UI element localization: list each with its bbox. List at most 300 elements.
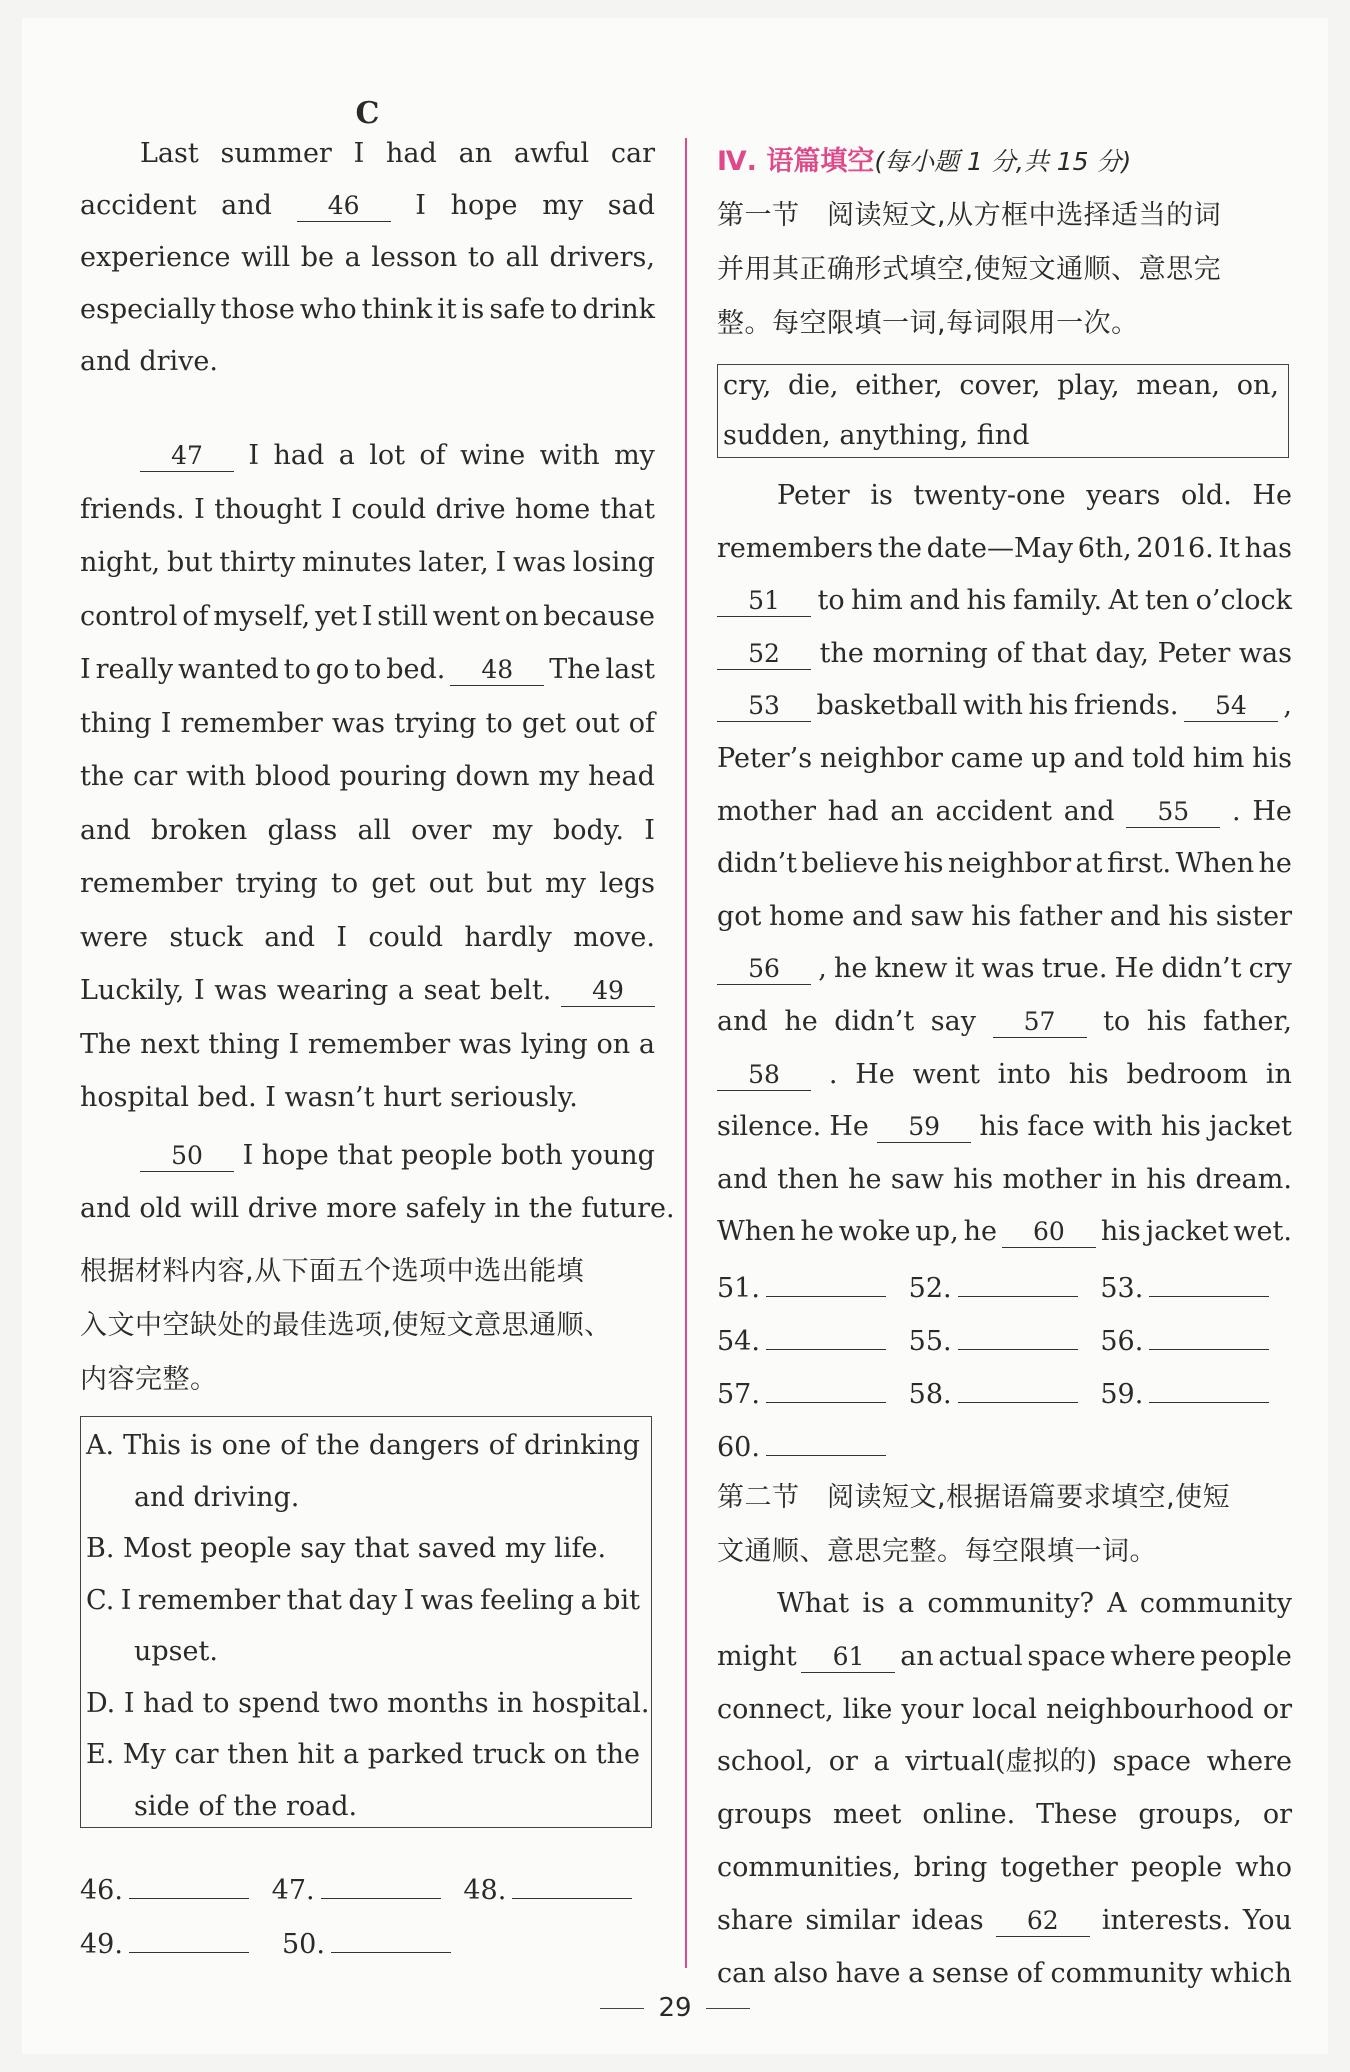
word: with: [539, 440, 600, 471]
word: home: [769, 900, 845, 932]
word: sister: [1215, 900, 1292, 932]
word: thirty: [219, 547, 296, 578]
text-line: [717, 1214, 1292, 1250]
answer-number: 48.: [463, 1875, 507, 1906]
word: a: [397, 975, 415, 1006]
word: I: [120, 1584, 132, 1616]
word: a: [580, 1584, 597, 1616]
word: Luckily,: [80, 975, 185, 1006]
word: share: [717, 1904, 794, 1936]
word: had: [273, 440, 325, 471]
word: like: [842, 1693, 893, 1725]
word: told: [1132, 743, 1186, 774]
word: summer: [220, 138, 332, 169]
word: to: [485, 707, 513, 739]
word: hardly: [464, 921, 552, 953]
word: say: [930, 1006, 976, 1037]
option-line: [80, 1737, 640, 1773]
word: bedroom: [1126, 1058, 1249, 1090]
word: young: [571, 1140, 655, 1171]
answer-row: [80, 1926, 655, 1963]
text-line: [80, 1027, 655, 1063]
word: people: [401, 1140, 493, 1171]
word: friends.: [1073, 690, 1179, 722]
word: connect,: [717, 1693, 834, 1725]
word: bed.: [386, 654, 446, 685]
word: the: [80, 761, 125, 792]
blank-47: 47: [140, 441, 234, 472]
word: will: [241, 242, 291, 273]
instruction-line: [717, 252, 1292, 288]
word: also: [773, 1957, 829, 1989]
word: and: [1073, 743, 1125, 774]
word: the: [819, 637, 864, 669]
answer-number: 58.: [908, 1379, 952, 1410]
blank-49: 49: [561, 976, 655, 1007]
word: but: [486, 868, 532, 899]
word: 入文中空缺处的最佳选项,使短文意思通顺、: [80, 1310, 612, 1341]
word: to: [817, 585, 845, 617]
word: play,: [1057, 370, 1120, 401]
word: his: [979, 1111, 1020, 1143]
word: or: [1262, 1799, 1292, 1831]
text-line: [717, 1744, 1292, 1780]
word: on,: [1236, 370, 1279, 401]
word: I: [331, 493, 342, 525]
word: meet: [832, 1799, 902, 1831]
word: I: [495, 547, 507, 578]
word: groups: [717, 1799, 812, 1831]
word: all: [357, 814, 391, 846]
word: neighbor: [819, 743, 943, 774]
word: a: [908, 1957, 925, 1989]
word: he: [963, 1216, 997, 1248]
word: mother: [1002, 1163, 1102, 1195]
word: I: [194, 493, 205, 525]
blank-50: 50: [140, 1141, 234, 1172]
answer-row: [717, 1429, 1292, 1466]
word: still: [377, 600, 428, 632]
blank-54: 54: [1184, 691, 1278, 722]
word: remember: [307, 1028, 451, 1060]
word: awful: [513, 138, 590, 169]
word: glass: [267, 814, 338, 846]
word: had: [386, 138, 437, 169]
word: control: [80, 600, 178, 632]
word: hope: [261, 1140, 329, 1171]
word: basketball: [816, 690, 958, 722]
word: space: [1112, 1746, 1192, 1778]
word: he: [1258, 848, 1292, 880]
text-line: [717, 1109, 1292, 1145]
instruction-line: [717, 1534, 1292, 1570]
word: true.: [1041, 953, 1108, 985]
word: where: [1206, 1746, 1292, 1778]
word: or: [1262, 1693, 1292, 1725]
text-line: [80, 292, 655, 328]
word: his: [1252, 743, 1292, 774]
text-line: [717, 1797, 1292, 1833]
word: where: [1110, 1640, 1196, 1672]
word: local: [972, 1693, 1038, 1725]
word: then: [227, 1739, 289, 1770]
word: friends.: [80, 493, 185, 525]
answer-slot: [80, 1872, 260, 1909]
word: my: [538, 761, 580, 792]
word: thing: [80, 707, 152, 739]
word: groups,: [1138, 1799, 1242, 1831]
word: all: [505, 242, 539, 273]
word: was: [1238, 637, 1292, 669]
answer-row: [717, 1270, 1292, 1307]
word: 整。每空限填一词,每词限用一次。: [717, 308, 1139, 339]
blank-53: 53: [717, 691, 811, 722]
blank-51: 51: [717, 586, 811, 617]
word: The: [549, 654, 601, 685]
word: home: [515, 493, 591, 525]
word: He: [1114, 953, 1155, 985]
word: community: [1139, 1588, 1292, 1619]
word: last: [605, 654, 655, 685]
word: date—May: [926, 532, 1073, 564]
word: stuck: [169, 921, 243, 953]
answer-number: 47.: [271, 1875, 315, 1906]
word: wanted: [178, 654, 279, 685]
word: and: [717, 1163, 768, 1195]
word: that: [1031, 637, 1087, 669]
answer-slot: [717, 1376, 897, 1413]
word: it: [437, 294, 457, 325]
word: and: [909, 585, 960, 617]
text-line: [80, 188, 655, 224]
text-line: [80, 973, 655, 1009]
text-line: [717, 1850, 1292, 1886]
word: ideas: [911, 1904, 984, 1936]
word: then: [777, 1163, 839, 1195]
word: legs: [599, 868, 655, 899]
text-line: [80, 240, 655, 276]
answer-blank[interactable]: [766, 1323, 886, 1350]
word: but: [166, 547, 213, 578]
word: an: [900, 1640, 934, 1672]
word: wet.: [1233, 1216, 1292, 1248]
word: with: [963, 690, 1024, 722]
blank-56: 56: [717, 954, 811, 985]
answer-slot: [1100, 1376, 1280, 1413]
word: accident: [80, 190, 197, 221]
option-line: [80, 1634, 640, 1670]
answer-blank[interactable]: [958, 1376, 1078, 1403]
word: I: [361, 600, 373, 632]
text-line: [80, 759, 655, 795]
word: might: [717, 1640, 797, 1672]
word: drinking: [524, 1430, 640, 1461]
answer-blank[interactable]: [766, 1429, 886, 1456]
answer-blank[interactable]: [1149, 1270, 1269, 1297]
answer-slot: [80, 1926, 270, 1963]
word: because: [543, 600, 655, 632]
answer-blank[interactable]: [321, 1872, 441, 1899]
workbook-page: [22, 18, 1328, 2054]
word: remember: [180, 707, 323, 739]
answer-number: 57.: [717, 1379, 760, 1410]
word: went: [912, 1058, 980, 1090]
section-heading: [717, 144, 1292, 180]
word: thought: [214, 493, 322, 525]
word: and old will drive more safely in the future.: [80, 1193, 675, 1224]
word: neighbor: [947, 848, 1072, 880]
text-line: [717, 583, 1292, 619]
word: of: [628, 707, 655, 739]
word: hospital bed. I wasn’t hurt seriously.: [80, 1082, 578, 1113]
word: a: [898, 1588, 915, 1619]
word: and: [221, 190, 272, 221]
word: my: [491, 814, 533, 846]
word: B. Most people say that saved my life.: [86, 1533, 607, 1564]
word: into: [997, 1058, 1051, 1090]
word: his: [1068, 1058, 1109, 1090]
word: safe: [489, 294, 546, 325]
text-line: [80, 1138, 655, 1174]
text-line: [80, 438, 655, 474]
word: who: [299, 294, 357, 325]
word: car: [610, 138, 655, 169]
answer-number: 59.: [1100, 1379, 1144, 1410]
word: both: [501, 1140, 563, 1171]
word: to: [283, 654, 311, 685]
word: on: [596, 1028, 631, 1060]
word: I: [644, 814, 655, 846]
word: similar: [805, 1904, 900, 1936]
answer-blank[interactable]: [958, 1270, 1078, 1297]
answer-number: 60.: [717, 1432, 760, 1463]
answer-blank[interactable]: [129, 1872, 249, 1899]
word: father,: [1203, 1006, 1292, 1037]
word: your: [901, 1693, 964, 1725]
word: myself,: [213, 600, 311, 632]
word: truck: [472, 1739, 545, 1770]
word: and: [264, 921, 315, 953]
word: and driving.: [134, 1481, 300, 1513]
text-line: [717, 1903, 1292, 1939]
word: morning: [872, 637, 988, 669]
word: You: [1242, 1904, 1292, 1936]
word: to: [331, 868, 359, 899]
option-line: [80, 1583, 640, 1619]
answer-blank[interactable]: [512, 1872, 632, 1899]
blank-59: 59: [877, 1112, 971, 1143]
word: an: [458, 138, 493, 169]
word: accident: [935, 795, 1052, 827]
word: community?: [927, 1588, 1094, 1619]
word: and: [852, 900, 903, 932]
word: he: [848, 1163, 882, 1195]
word: had: [827, 795, 879, 827]
word: blood: [254, 761, 331, 792]
answer-number: 50.: [282, 1929, 325, 1960]
blank-60: 60: [1002, 1217, 1096, 1248]
word: woke: [838, 1216, 911, 1248]
word: online.: [922, 1799, 1016, 1831]
text-line: [80, 1191, 675, 1227]
word: side of the road.: [134, 1790, 358, 1822]
word: minutes: [302, 547, 412, 578]
word: He: [855, 1058, 895, 1090]
word: really: [95, 654, 174, 685]
word: his: [1028, 690, 1069, 722]
word: in: [1110, 1163, 1137, 1195]
word: together: [1000, 1852, 1118, 1883]
word: drive: [435, 493, 506, 525]
answer-row: [80, 1872, 655, 1909]
word: up,: [915, 1216, 959, 1248]
answer-number: 49.: [80, 1929, 123, 1960]
answer-blank[interactable]: [1149, 1323, 1269, 1350]
word: seat: [423, 975, 481, 1006]
text-line: [717, 688, 1292, 724]
instruction-line: [80, 1362, 655, 1398]
answer-slot: [1100, 1323, 1280, 1360]
word: school,: [717, 1746, 814, 1778]
word: C.: [86, 1584, 115, 1616]
answer-blank[interactable]: [331, 1926, 451, 1953]
word: years: [1086, 480, 1161, 511]
word: body.: [552, 814, 625, 846]
word: who: [1235, 1852, 1292, 1883]
word: upset.: [134, 1636, 218, 1667]
word: actual: [938, 1640, 1023, 1672]
word: These: [1036, 1799, 1118, 1831]
word: have: [835, 1957, 901, 1989]
word: Peter: [1157, 637, 1231, 669]
word: to: [467, 242, 495, 273]
word: die,: [788, 370, 839, 401]
answer-blank[interactable]: [129, 1926, 249, 1953]
answer-slot: [272, 1872, 452, 1909]
word: I: [353, 138, 365, 169]
word: I: [160, 707, 172, 739]
word: remember: [137, 1584, 281, 1616]
word: .: [828, 1058, 838, 1090]
word: a: [342, 1739, 360, 1770]
word: drivers,: [549, 242, 655, 273]
blank-46: 46: [297, 191, 391, 222]
word: ,: [818, 953, 827, 985]
word: virtual(虚拟的): [905, 1746, 1098, 1778]
section-title: Ⅳ. 语篇填空: [717, 146, 875, 177]
word: He: [829, 1111, 869, 1143]
word: first.: [1106, 848, 1172, 880]
word: down: [455, 761, 530, 792]
word: it: [954, 953, 975, 985]
word: Last: [140, 138, 199, 169]
word: either,: [855, 370, 943, 401]
word: day: [348, 1584, 397, 1616]
word: has: [1244, 532, 1292, 564]
word: of: [419, 440, 446, 471]
text-line: [80, 706, 655, 742]
word: wine: [460, 440, 526, 471]
text-line: [717, 1956, 1292, 1992]
word: that: [599, 493, 655, 525]
blank-62: 62: [996, 1906, 1090, 1937]
word: I: [288, 1028, 300, 1060]
word: remember: [80, 868, 223, 899]
answer-slot: [717, 1270, 897, 1307]
answer-blank[interactable]: [958, 1323, 1078, 1350]
word: saw: [910, 900, 964, 932]
blank-55: 55: [1126, 797, 1220, 828]
word: He: [1252, 480, 1292, 511]
word: dangers: [368, 1430, 480, 1461]
word: to: [550, 294, 578, 325]
word: drink: [582, 294, 655, 325]
word: I: [242, 1140, 254, 1171]
word: feeling: [480, 1584, 575, 1616]
word: yet: [314, 600, 358, 632]
word: bit: [603, 1584, 640, 1616]
text-line: [717, 951, 1292, 987]
word: E.: [86, 1739, 115, 1770]
word: face: [1027, 1111, 1085, 1143]
word: .: [1232, 795, 1241, 827]
text-line: [80, 599, 655, 635]
column-divider: [685, 138, 687, 1968]
word: sudden, anything, find: [723, 420, 1030, 451]
text-line: [80, 344, 655, 380]
word: of: [280, 1430, 307, 1461]
word: a: [638, 1028, 655, 1060]
answer-blank[interactable]: [766, 1270, 886, 1297]
word: interests.: [1101, 1904, 1231, 1936]
word: get: [521, 707, 566, 739]
word: his: [903, 848, 944, 880]
word: is: [862, 1588, 885, 1619]
word: the: [315, 1430, 360, 1461]
answer-slot: [909, 1376, 1089, 1413]
word: he: [784, 1006, 818, 1037]
word: pouring: [339, 761, 447, 792]
word: the: [877, 532, 923, 564]
word: move.: [573, 921, 655, 953]
word: of: [182, 600, 209, 632]
word: didn’t: [1161, 953, 1242, 985]
word: that: [337, 1140, 393, 1171]
word: It: [1218, 532, 1240, 564]
answer-number: 46.: [80, 1875, 123, 1906]
word: 第二节 阅读短文,根据语篇要求填空,使短: [717, 1482, 1231, 1513]
word: my: [614, 440, 655, 471]
answer-blank[interactable]: [1149, 1376, 1269, 1403]
text-line: [80, 1080, 655, 1116]
word: My: [122, 1739, 166, 1770]
word: and: [717, 1006, 768, 1037]
word: especially: [80, 294, 216, 325]
word: This: [123, 1430, 182, 1461]
word: lying: [520, 1028, 588, 1060]
instruction-line: [717, 198, 1292, 234]
word: the: [595, 1739, 640, 1770]
word: those: [220, 294, 295, 325]
answer-number: 55.: [908, 1326, 952, 1357]
word: that: [286, 1584, 342, 1616]
word: and: [80, 814, 131, 846]
word: old.: [1181, 480, 1232, 511]
word: and: [1109, 900, 1161, 932]
word: out: [428, 868, 474, 899]
word: parked: [367, 1739, 464, 1770]
answer-blank[interactable]: [766, 1376, 886, 1403]
